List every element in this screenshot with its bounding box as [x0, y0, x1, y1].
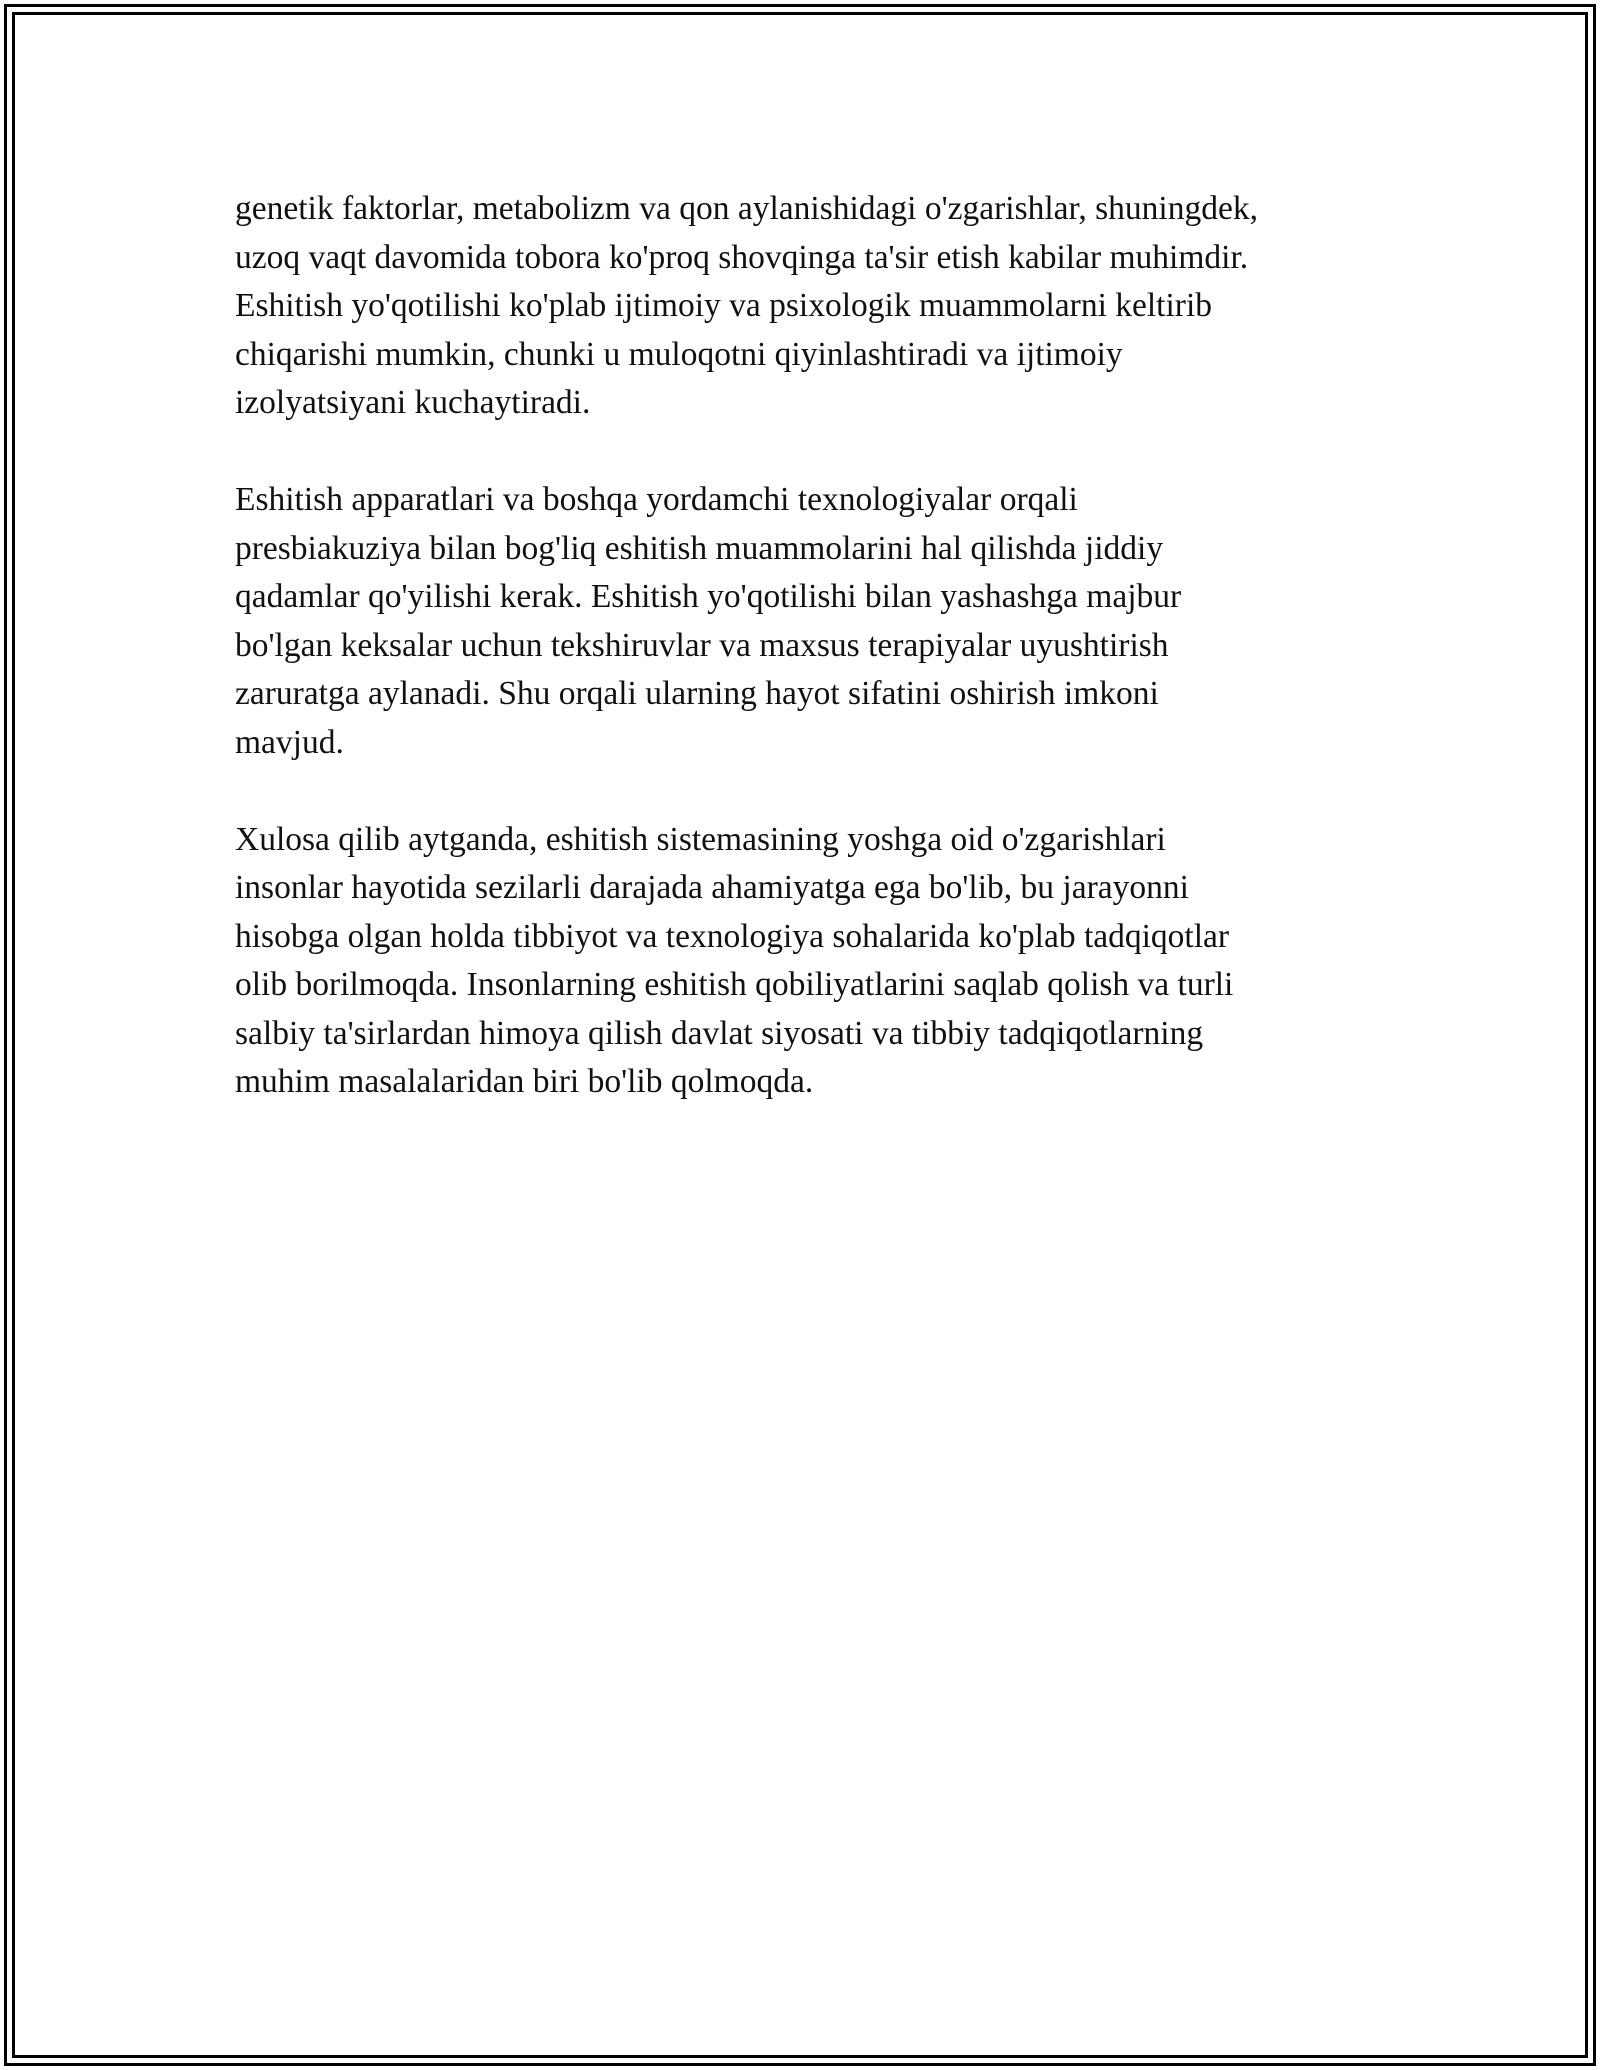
document-body: [235, 185, 1375, 1155]
paragraph-1: [235, 185, 1375, 428]
text-line: salbiy ta'sirlardan himoya qilish davlat siyosati va tibbiy tadqiqotlarning: [235, 1014, 1204, 1052]
text-line: presbiakuziya bilan bog'liq eshitish muammolarini hal qilishda jiddiy: [235, 529, 1164, 567]
text-line: izolyatsiyani kuchaytiradi.: [235, 384, 591, 421]
paragraph-3: [235, 816, 1375, 1107]
text-line: muhim masalalaridan biri bo'lib qolmoqda.: [235, 1063, 814, 1100]
text-line: hisobga olgan holda tibbiyot va texnologiya sohalarida ko'plab tadqiqotlar: [235, 917, 1230, 955]
text-line: Eshitish yo'qotilishi ko'plab ijtimoiy va psixologik muammolarni keltirib: [235, 287, 1213, 324]
text-line: genetik faktorlar, metabolizm va qon aylanishidagi o'zgarishlar, shuningdek,: [235, 190, 1258, 227]
text-line: Eshitish apparatlari va boshqa yordamchi texnologiyalar orqali: [235, 481, 1078, 518]
text-line: chiqarishi mumkin, chunki u muloqotni qiyinlashtiradi va ijtimoiy: [235, 335, 1123, 373]
text-line: qadamlar qo'yilishi kerak. Eshitish yo'qotilishi bilan yashashga majbur: [235, 578, 1182, 615]
text-line: insonlar hayotida sezilarli darajada ahamiyatga ega bo'lib, bu jarayonni: [235, 869, 1189, 906]
text-line: uzoq vaqt davomida tobora ko'proq shovqinga ta'sir etish kabilar muhimdir.: [235, 238, 1249, 276]
text-line: zaruratga aylanadi. Shu orqali ularning hayot sifatini oshirish imkoni: [235, 675, 1159, 712]
text-line: bo'lgan keksalar uchun tekshiruvlar va maxsus terapiyalar uyushtirish: [235, 626, 1169, 664]
paragraph-2: [235, 476, 1375, 767]
text-line: olib borilmoqda. Insonlarning eshitish qobiliyatlarini saqlab qolish va turli: [235, 966, 1234, 1003]
text-line: mavjud.: [235, 723, 344, 761]
text-line: Xulosa qilib aytganda, eshitish sistemasining yoshga oid o'zgarishlari: [235, 820, 1166, 858]
